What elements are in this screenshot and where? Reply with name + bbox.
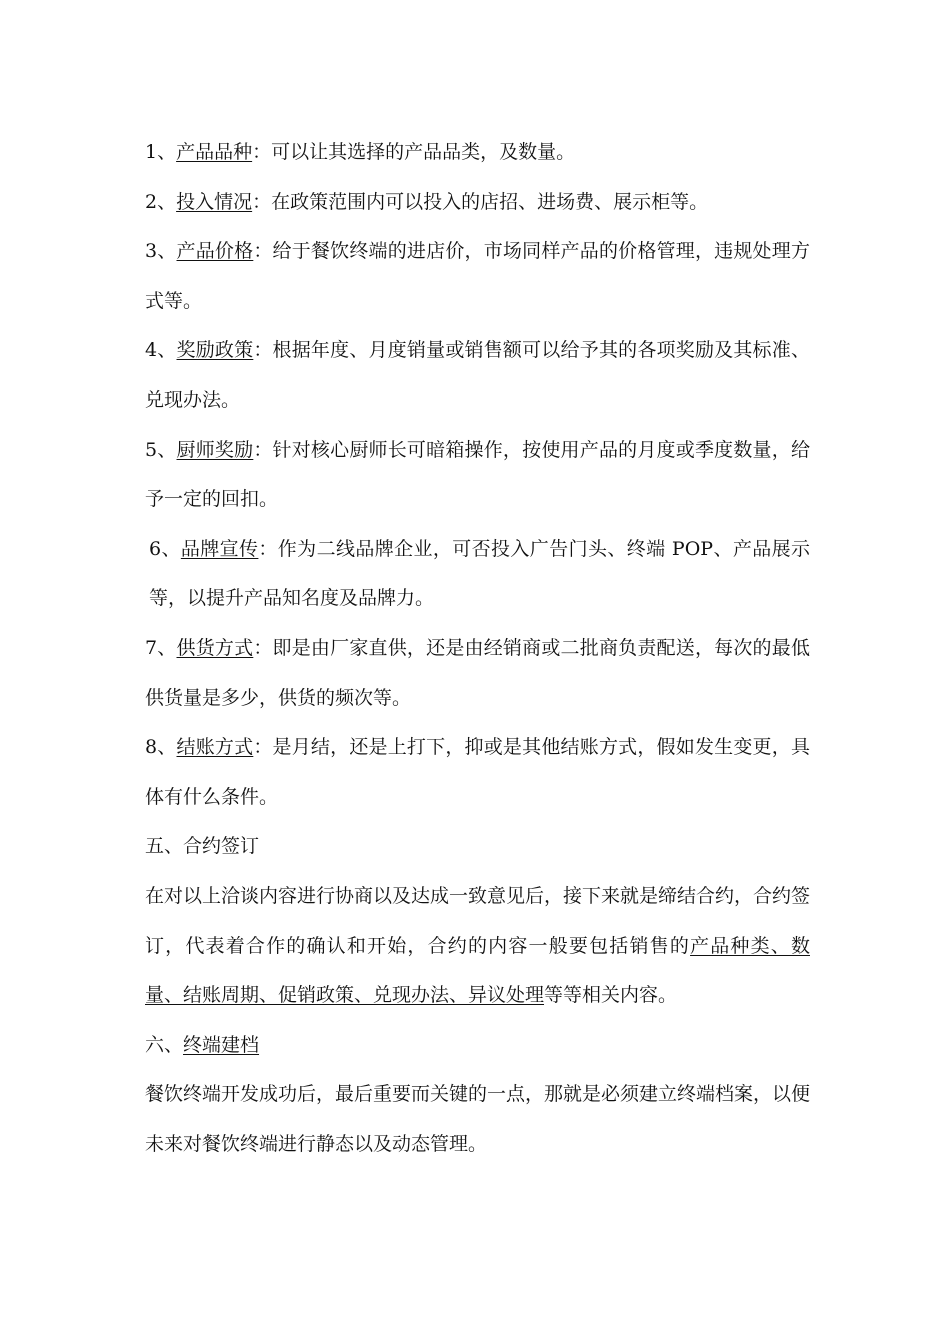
item-number: 3、 xyxy=(145,240,177,263)
list-item-1 xyxy=(145,128,810,178)
item-number: 4、 xyxy=(145,339,177,362)
list-item-8 xyxy=(145,723,810,822)
item-separator: ： xyxy=(253,240,273,263)
list-item-5 xyxy=(145,426,810,525)
item-text: 在政策范围内可以投入的店招、进场费、展示柜等。 xyxy=(271,190,709,213)
item-text: 可以让其选择的产品品类，及数量。 xyxy=(271,141,576,163)
item-number: 5、 xyxy=(145,438,177,461)
list-item-3 xyxy=(145,227,810,326)
item-separator: ： xyxy=(253,339,273,362)
heading-prefix: 六、 xyxy=(145,1033,184,1056)
item-separator: ： xyxy=(252,141,272,163)
item-title: 奖励政策 xyxy=(176,339,254,362)
list-item-2 xyxy=(145,178,810,228)
list-item-6 xyxy=(145,525,810,624)
item-text: 针对核心厨师长可暗箱操作，按使用产品的月度或季度数量，给予一定的回扣。 xyxy=(145,438,810,511)
item-text: 即是由厂家直供，还是由经销商或二批商负责配送，每次的最低供货量是多少，供货的频次等。 xyxy=(145,636,810,709)
item-title: 品牌宣传 xyxy=(180,537,259,560)
item-text: 作为二线品牌企业，可否投入广告门头、终端 POP、产品展示等，以提升产品知名度及品牌力。 xyxy=(149,537,810,610)
paragraph-text-end: 等等相关内容。 xyxy=(544,984,678,1007)
section-heading-6 xyxy=(145,1021,810,1071)
item-separator: ： xyxy=(253,636,273,659)
item-title: 产品价格 xyxy=(176,240,254,263)
item-number: 2、 xyxy=(145,190,177,213)
item-number: 1、 xyxy=(145,141,177,163)
document-body xyxy=(145,128,810,1169)
section-5-paragraph xyxy=(145,872,810,1021)
section-6-paragraph: 餐饮终端开发成功后，最后重要而关键的一点，那就是必须建立终端档案，以便未来对餐饮终端进行静态以及动态管理。 xyxy=(145,1083,811,1155)
item-separator: ： xyxy=(253,438,273,461)
list-item-7 xyxy=(145,624,810,723)
item-text: 根据年度、月度销量或销售额可以给予其的各项奖励及其标准、兑现办法。 xyxy=(145,339,810,411)
item-separator: ： xyxy=(253,736,273,759)
item-number: 6、 xyxy=(149,537,181,560)
item-separator: ： xyxy=(252,190,272,213)
item-number: 8、 xyxy=(145,736,177,759)
item-title: 结账方式 xyxy=(176,736,254,759)
item-title: 投入情况 xyxy=(176,190,253,213)
item-text: 是月结，还是上打下，抑或是其他结账方式，假如发生变更，具体有什么条件。 xyxy=(145,736,810,808)
item-number: 7、 xyxy=(145,636,177,659)
paragraph-text: 在对以上洽谈内容进行协商以及达成一致意见后，接下来就是缔结合约，合约签订，代表着合作的确认和开始，合约的内容一般要包括销售的 xyxy=(145,884,811,957)
item-text: 给于餐饮终端的进店价，市场同样产品的价格管理，违规处理方式等。 xyxy=(145,240,810,312)
section-heading-5: 五、合约签订 xyxy=(145,835,260,858)
item-title: 厨师奖励 xyxy=(176,438,254,461)
underlined-contract-items: 产品种类、数量、结账周期、促销政策、兑现办法、异议处理 xyxy=(145,934,810,1007)
item-title: 供货方式 xyxy=(176,636,254,659)
item-separator: ： xyxy=(258,537,278,560)
list-item-4 xyxy=(145,326,810,425)
heading-title: 终端建档 xyxy=(183,1033,260,1056)
item-title: 产品品种 xyxy=(176,141,253,163)
